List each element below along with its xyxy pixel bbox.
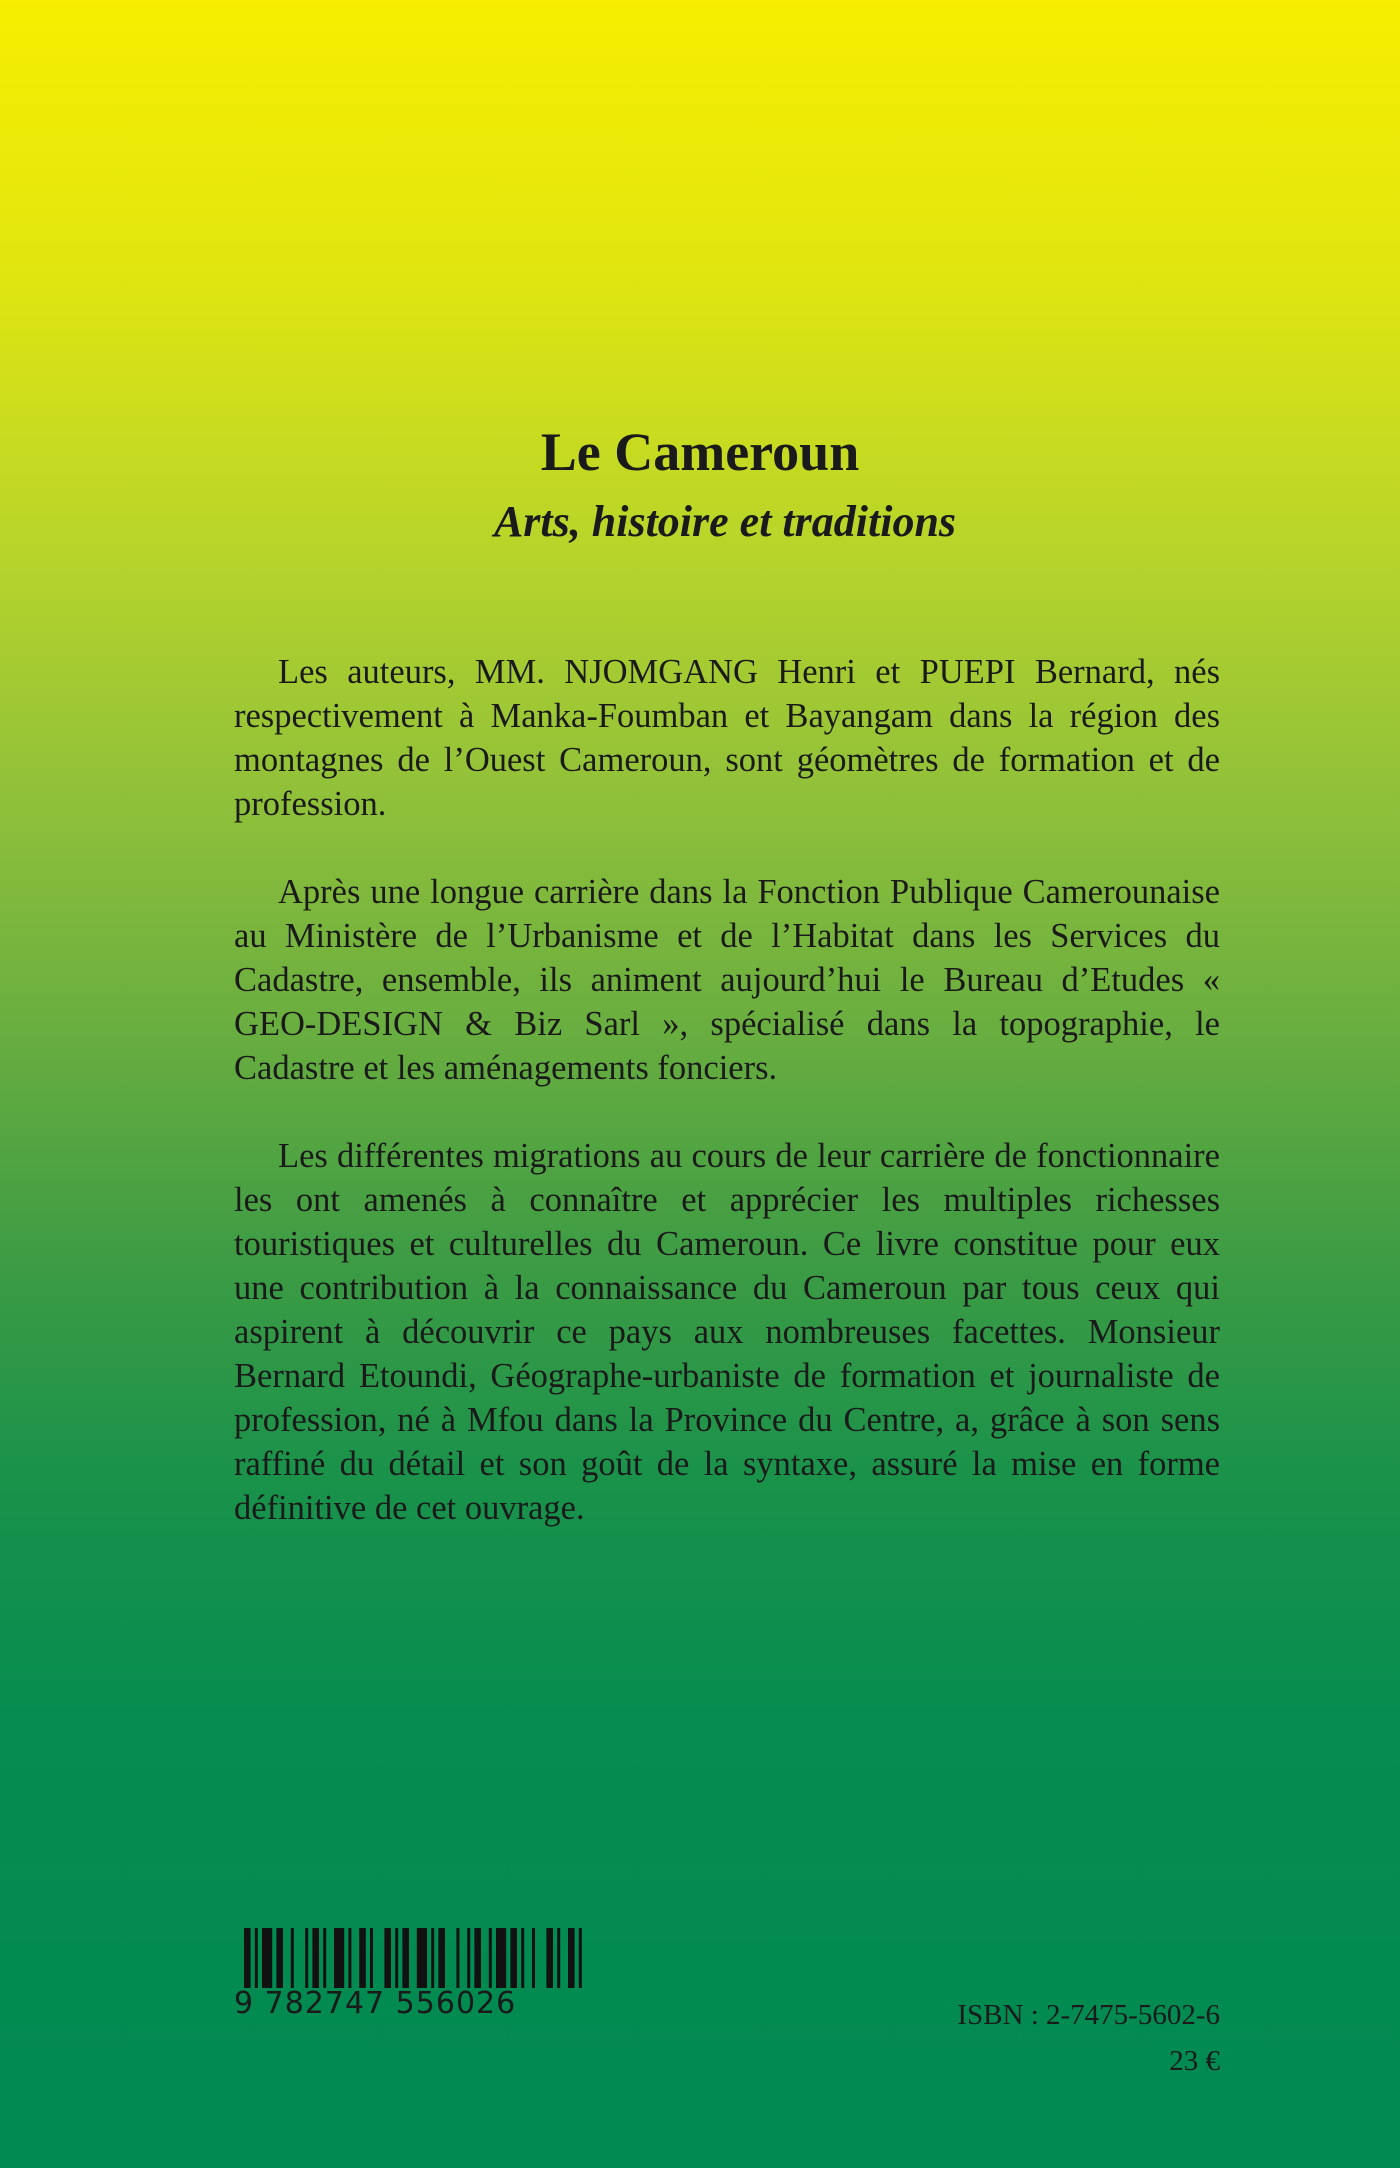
blurb-paragraph: Les différentes migrations au cours de leur carrière de fonctionnaire les ont amenés à connaître et apprécier les multiples richesses touristiques et culturelles du Cameroun. Ce livre constitue pour eux une contribution à la connaissance du Cameroun par tous ceux qui aspirent à découvrir ce pays aux nombreuses facettes. Monsieur Bernard Etoundi, Géographe-urbaniste de formation et journaliste de profession, né à Mfou dans la Province du Centre, a, grâce à son sens raffiné du détail et son goût de la syntaxe, assuré la mise en forme définitive de cet ouvrage.: [234, 1137, 1220, 1527]
barcode-bar: [557, 1928, 560, 1988]
barcode-bar: [348, 1928, 351, 1988]
barcode-bar: [291, 1928, 294, 1988]
barcode-bar: [334, 1928, 344, 1988]
barcode-bar: [305, 1928, 308, 1988]
blurb-paragraph: Après une longue carrière dans la Fonction Publique Camerounaise au Ministère de l’Urbanisme et de l’Habitat dans les Services du Cadastre, ensemble, ils animent aujourd’hui le Bureau d’Etudes « GEO-DESIGN & Biz Sarl », spécialisé dans la topographie, le Cadastre et les aménagements fonciers.: [234, 873, 1220, 1087]
barcode-bar: [431, 1928, 434, 1988]
barcode-bar: [262, 1928, 272, 1988]
price: 23 €: [1169, 2045, 1220, 2077]
barcode-bar: [510, 1928, 517, 1988]
barcode-bar: [359, 1928, 366, 1988]
barcode-bar: [489, 1928, 492, 1988]
barcode-bar: [276, 1928, 283, 1988]
barcode-bar: [467, 1928, 470, 1988]
barcode-bar: [474, 1928, 481, 1988]
barcode-bar: [521, 1928, 524, 1988]
barcode-bar: [255, 1928, 258, 1988]
barcode-bars-icon: [234, 1928, 586, 1988]
barcode-bar: [244, 1928, 251, 1988]
barcode-number: 9 782747 556026: [234, 1986, 517, 2021]
barcode-bar: [438, 1928, 445, 1988]
book-subtitle: Arts, histoire et traditions: [493, 497, 957, 546]
barcode-bar: [395, 1928, 398, 1988]
barcode-bar: [456, 1928, 459, 1988]
blurb-paragraph: Les auteurs, MM. NJOMGANG Henri et PUEPI Bernard, nés respectivement à Manka-Foumban et Bayangam dans la région des montagnes de l’Ouest Cameroun, sont géomètres de formation et de profession.: [234, 653, 1220, 823]
barcode-bar: [579, 1928, 582, 1988]
barcode-bar: [323, 1928, 326, 1988]
barcode-bar: [312, 1928, 319, 1988]
book-title: Le Cameroun: [540, 422, 860, 482]
blurb: [234, 650, 1220, 1574]
barcode-bar: [568, 1928, 575, 1988]
barcode-bar: [384, 1928, 391, 1988]
barcode-bar: [370, 1928, 373, 1988]
barcode-bar: [496, 1928, 506, 1988]
barcode-bar: [532, 1928, 535, 1988]
barcode-bar: [546, 1928, 553, 1988]
isbn: ISBN : 2-7475-5602-6: [957, 1999, 1220, 2031]
barcode-bar: [417, 1928, 427, 1988]
barcode-bar: [402, 1928, 409, 1988]
